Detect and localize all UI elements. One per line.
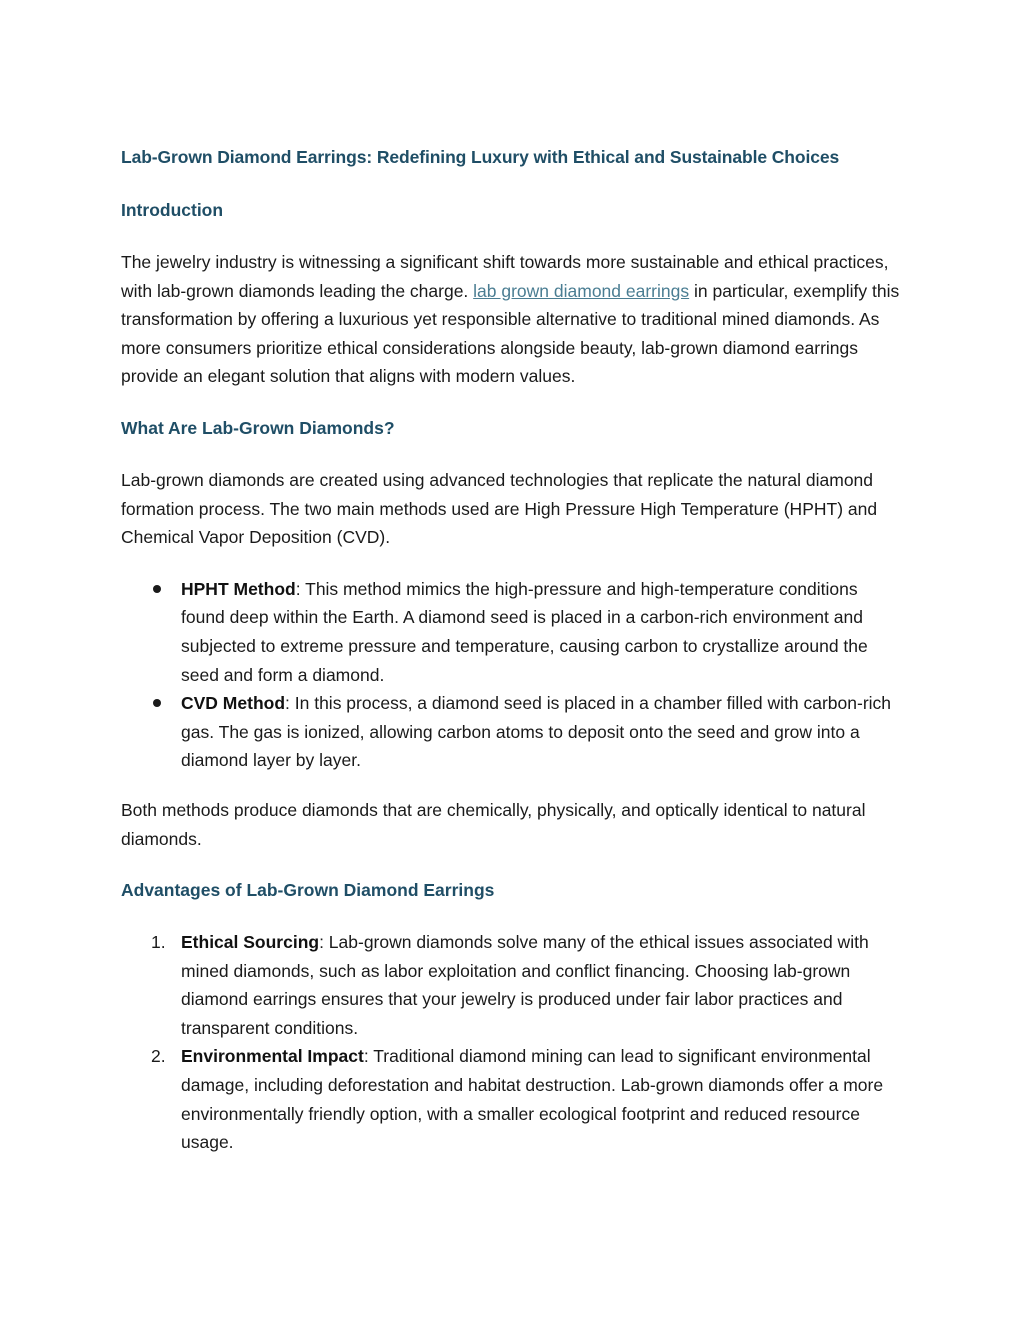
what-are-heading: What Are Lab-Grown Diamonds?: [121, 417, 395, 438]
method-text: : This method mimics the high-pressure and high-temperature conditions found deep within the Earth. A diamond seed is placed in a carbon-rich environment and subjected to extreme pressure and temperature, causing carbon to crystallize around the seed and form a diamond.: [181, 578, 868, 685]
advantages-list: [121, 928, 906, 1157]
intro-heading: Introduction: [121, 200, 224, 220]
advantage-term: Environmental Impact: [181, 1046, 364, 1067]
intro-text-before-link: The jewelry industry is witnessing a significant shift towards more sustainable and ethical practices, with lab-grown diamonds leading the charge.: [121, 252, 889, 301]
intro-text-after-link: in particular, exemplify this transformation by offering a luxurious yet responsible alternative to traditional mined diamonds. As more consumers prioritize ethical considerations alongside beauty, lab-grown diamond earrings provide an elegant solution that aligns with modern values.: [121, 280, 900, 387]
list-item: [121, 1042, 906, 1156]
list-number: 2.: [151, 1046, 166, 1067]
intro-paragraph: [121, 248, 906, 391]
methods-list: [121, 575, 906, 775]
advantage-text: : Traditional diamond mining can lead to significant environmental damage, including deforestation and habitat destruction. Lab-grown diamonds offer a more environmentally friendly option, with a smaller ecological footprint and reduced resource usage.: [181, 1046, 884, 1153]
bullet-icon: [153, 585, 161, 593]
list-item: [121, 575, 906, 689]
lab-grown-earrings-link[interactable]: lab grown diamond earrings: [473, 280, 690, 301]
method-term: HPHT Method: [181, 578, 296, 599]
list-item: [121, 928, 906, 1042]
list-number: 1.: [151, 932, 166, 953]
what-are-paragraph: Lab-grown diamonds are created using advanced technologies that replicate the natural diamond formation process. The two main methods used are High Pressure High Temperature (HPHT) and Chemical Vapor Deposition (CVD).: [121, 469, 878, 548]
methods-closing-paragraph: Both methods produce diamonds that are chemically, physically, and optically identical to natural diamonds.: [121, 799, 866, 849]
advantage-term: Ethical Sourcing: [181, 932, 320, 953]
advantage-text: : Lab-grown diamonds solve many of the ethical issues associated with mined diamonds, such as labor exploitation and conflict financing. Choosing lab-grown diamond earrings ensures that your jewelry is produced under fair labor practices and transparent conditions.: [181, 932, 869, 1038]
method-term: CVD Method: [181, 693, 286, 714]
document-page: [121, 143, 906, 1178]
method-text: : In this process, a diamond seed is placed in a chamber filled with carbon-rich gas. The gas is ionized, allowing carbon atoms to deposit onto the seed and grow into a diamond layer by layer.: [181, 693, 892, 771]
list-item: [121, 689, 906, 775]
bullet-icon: [153, 699, 161, 707]
document-title: Lab-Grown Diamond Earrings: Redefining Luxury with Ethical and Sustainable Choices: [121, 147, 840, 167]
advantages-heading: Advantages of Lab-Grown Diamond Earrings: [121, 880, 495, 901]
